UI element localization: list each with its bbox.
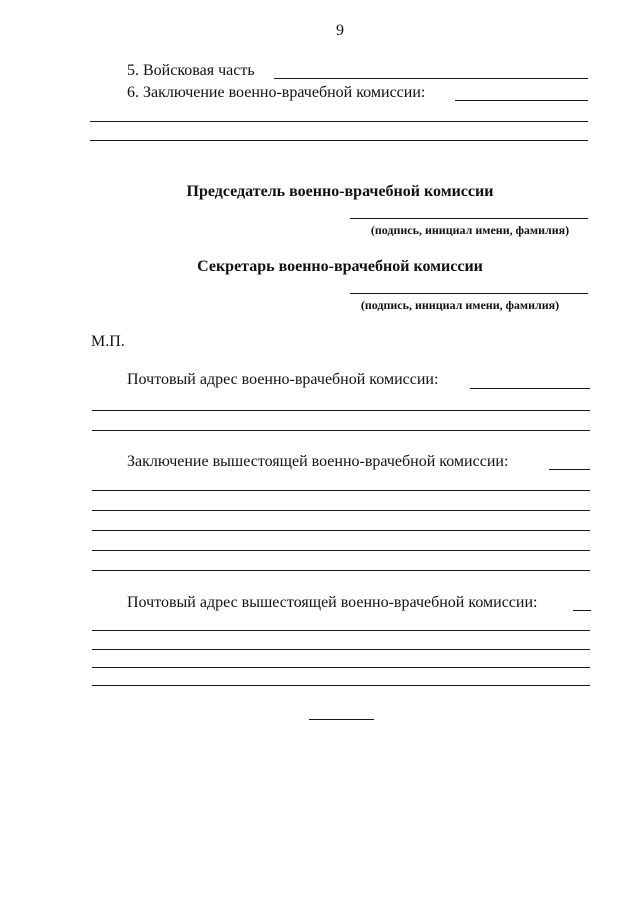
higher-postal-address-line-inline [573,610,591,611]
secretary-title: Секретарь военно-врачебной комиссии [197,258,483,275]
stamp-label: М.П. [91,333,125,350]
higher-conclusion-line-4 [92,550,590,551]
chairman-title: Председатель военно-врачебной комиссии [186,183,494,200]
secretary-signature-line [350,293,588,294]
postal-address-line-1 [92,410,590,411]
higher-conclusion-line-5 [92,570,590,571]
secretary-caption: (подпись, инициал имени, фамилия) [360,298,560,312]
chairman-signature-line [350,218,588,219]
postal-address-line-2 [92,430,590,431]
higher-postal-address-line-2 [92,649,590,650]
conclusion-line-inline [455,100,588,101]
higher-postal-address-label: Почтовый адрес вышестоящей военно-врачебной комиссии: [127,594,538,611]
higher-conclusion-line-inline [549,469,590,470]
field-6-label: 6. Заключение военно-врачебной комиссии: [127,84,426,101]
higher-postal-address-line-3 [92,667,590,668]
higher-conclusion-line-2 [92,510,590,511]
military-unit-line [274,78,588,79]
higher-postal-address-line-4 [92,685,590,686]
postal-address-label: Почтовый адрес военно-врачебной комиссии: [127,371,439,388]
higher-postal-address-line-1 [92,630,590,631]
page-number: 9 [336,22,344,39]
higher-conclusion-label: Заключение вышестоящей военно-врачебной комиссии: [127,453,509,470]
end-of-page-rule [309,719,374,720]
higher-conclusion-line-3 [92,530,590,531]
field-5-label: 5. Войсковая часть [127,62,255,79]
chairman-caption: (подпись, инициал имени, фамилия) [370,223,570,237]
conclusion-line-1 [90,121,588,122]
conclusion-line-2 [90,140,588,141]
postal-address-line-inline [470,388,590,389]
higher-conclusion-line-1 [92,490,590,491]
